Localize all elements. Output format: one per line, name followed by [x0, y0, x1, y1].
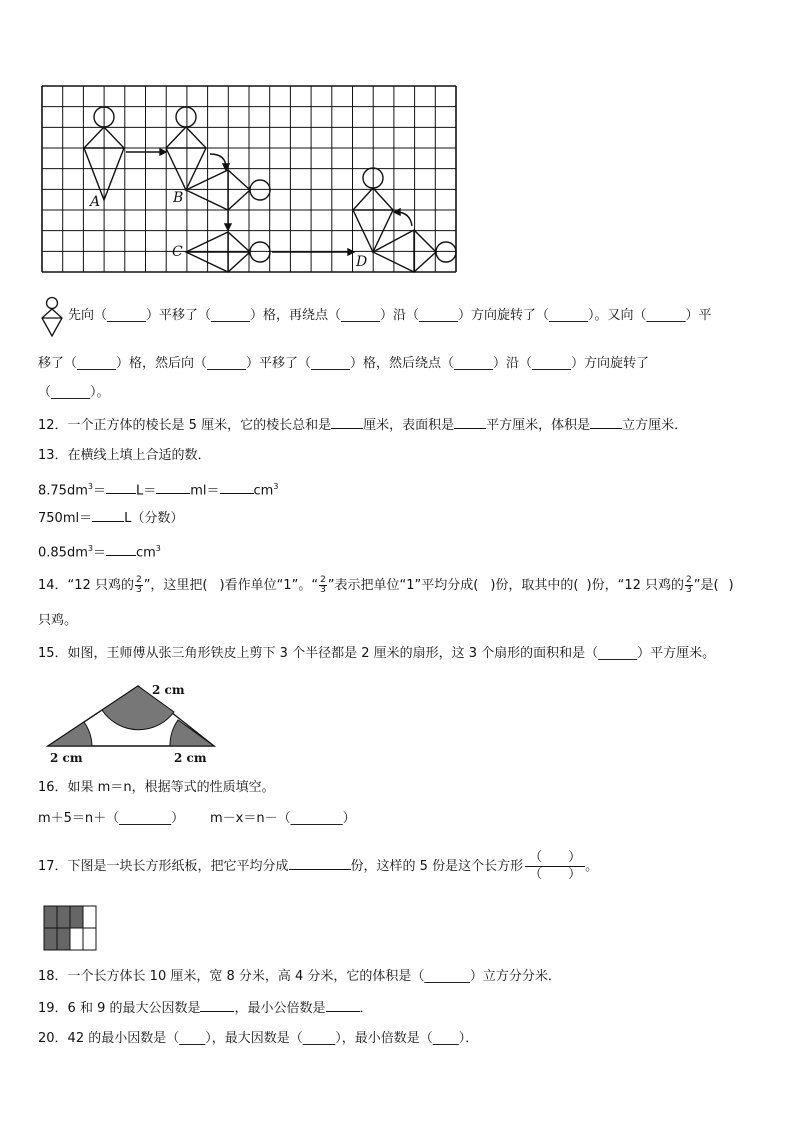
q11-line1: 先向（______）平移了（______）格，再绕点（______）沿（______）方向旋转了（______）。又向（______）平 — [68, 308, 712, 323]
q13-a-unit-l: L＝ — [135, 483, 157, 499]
q16-eq2: m－x＝n－（________） — [210, 811, 356, 826]
q13-a-sup-2: 3 — [273, 482, 279, 491]
q13-a-unit-ml: ml＝ — [190, 483, 220, 499]
q17-text-2: 份，这样的 5 份是这个长方形 — [350, 859, 524, 874]
q13-a-text: 8.75dm — [38, 483, 88, 499]
q11-line3: （______）。 — [38, 385, 110, 400]
q16-eq1: m＋5＝n＋（________） — [38, 811, 185, 826]
q17-blank[interactable] — [289, 857, 351, 870]
triangle-sectors-figure — [44, 680, 244, 766]
q13-a-blank-2[interactable] — [156, 481, 190, 494]
grid-figure — [40, 84, 460, 276]
q13-c-eq: ＝ — [92, 545, 106, 561]
q13-a-blank-1[interactable] — [106, 481, 136, 494]
q14-text-8: ) — [728, 578, 734, 593]
q19-text-3: ． — [359, 1001, 373, 1016]
q13-c-sup-2: 3 — [155, 544, 161, 553]
label-d: D — [356, 254, 368, 270]
q12-blank-3[interactable] — [590, 416, 622, 429]
q19 — [38, 999, 373, 1018]
sector-label-top: 2 cm — [152, 683, 185, 697]
q17-text-1: 17．下图是一块长方形纸板，把它平均分成 — [38, 859, 289, 874]
q12 — [38, 416, 687, 435]
q13-c-blank[interactable] — [106, 543, 136, 556]
q14-text-1: 14．“12 只鸡的 — [38, 578, 134, 593]
q14-text-2: ”，这里把( — [143, 578, 208, 593]
q14-line1 — [38, 576, 734, 595]
q12-text-2: 厘米，表面积是 — [363, 418, 455, 433]
q11-line2: 移了（______）格，然后向（______）平移了（______）格，然后绕点（______）沿（______）方向旋转了 — [38, 356, 650, 371]
q13-title: 13．在横线上填上合适的数． — [38, 448, 211, 463]
q14-line2: 只鸡。 — [38, 613, 78, 628]
q13-row-c — [38, 540, 161, 562]
label-c: C — [172, 244, 183, 260]
label-b: B — [173, 190, 184, 206]
sector-label-left: 2 cm — [50, 751, 83, 765]
q14-text-4: ”表示把单位“1”平均分成( — [327, 578, 479, 593]
rectangle-grid-figure — [43, 905, 99, 953]
q13-c-sup: 3 — [87, 544, 93, 553]
q13-a-blank-3[interactable] — [220, 481, 254, 494]
label-a: A — [90, 194, 101, 210]
q15-text: 15．如图，王师傅从张三角形铁皮上剪下 3 个半径都是 2 厘米的扇形，这 3 个扇形的面积和是（______）平方厘米。 — [38, 646, 716, 661]
q19-blank-1[interactable] — [200, 999, 234, 1012]
q13-a-eq: ＝ — [92, 483, 106, 499]
q13-c-text: 0.85dm — [38, 545, 88, 561]
q19-text-1: 19．6 和 9 的最大公因数是 — [38, 1001, 201, 1016]
q17 — [38, 850, 598, 883]
q16-text: 16．如果 m＝n，根据等式的性质填空。 — [38, 780, 275, 795]
q12-text-3: 平方厘米，体积是 — [486, 418, 591, 433]
q13-row-b — [38, 509, 183, 528]
q19-blank-2[interactable] — [326, 999, 360, 1012]
q18-text: 18．一个长方体长 10 厘米，宽 8 分米，高 4 分米，它的体积是（_______）立方分分米． — [38, 969, 561, 984]
q13-c-unit: cm — [135, 545, 156, 561]
q14-fraction-3: $\frac{2}{3}$ — [686, 575, 692, 595]
q14-text-3: )看作单位“1”。“ — [219, 578, 319, 593]
q14-fraction-1: $\frac{2}{3}$ — [135, 575, 142, 595]
kite-shape-icon — [38, 296, 66, 340]
q17-fraction-blank[interactable]: （ ） （ ） — [525, 850, 585, 883]
q13-a-sup: 3 — [87, 482, 93, 491]
q14-text-6: )份，“12 只鸡的 — [586, 578, 684, 593]
q14-text-7: ”是( — [693, 578, 719, 593]
q12-text-4: 立方厘米． — [622, 418, 688, 433]
q12-blank-1[interactable] — [331, 416, 363, 429]
q14-fraction-2: $\frac{2}{3}$ — [320, 575, 326, 595]
q13-row-a — [38, 478, 278, 500]
q12-text-1: 12．一个正方体的棱长是 5 厘米，它的棱长总和是 — [38, 418, 332, 433]
q14-text-5: )份，取其中的( — [490, 578, 579, 593]
q13-b-blank[interactable] — [92, 509, 124, 522]
q13-a-unit-cm: cm — [253, 483, 274, 499]
q17-text-3: 。 — [585, 859, 599, 874]
q12-blank-2[interactable] — [454, 416, 486, 429]
q20-text: 20．42 的最小因数是（____），最大因数是（_____），最小倍数是（____）． — [38, 1031, 479, 1046]
q13-b-unit: L（分数） — [124, 511, 184, 526]
sector-label-right: 2 cm — [174, 751, 207, 765]
q19-text-2: ，最小公倍数是 — [234, 1001, 326, 1016]
q13-b-text: 750ml＝ — [38, 511, 93, 526]
